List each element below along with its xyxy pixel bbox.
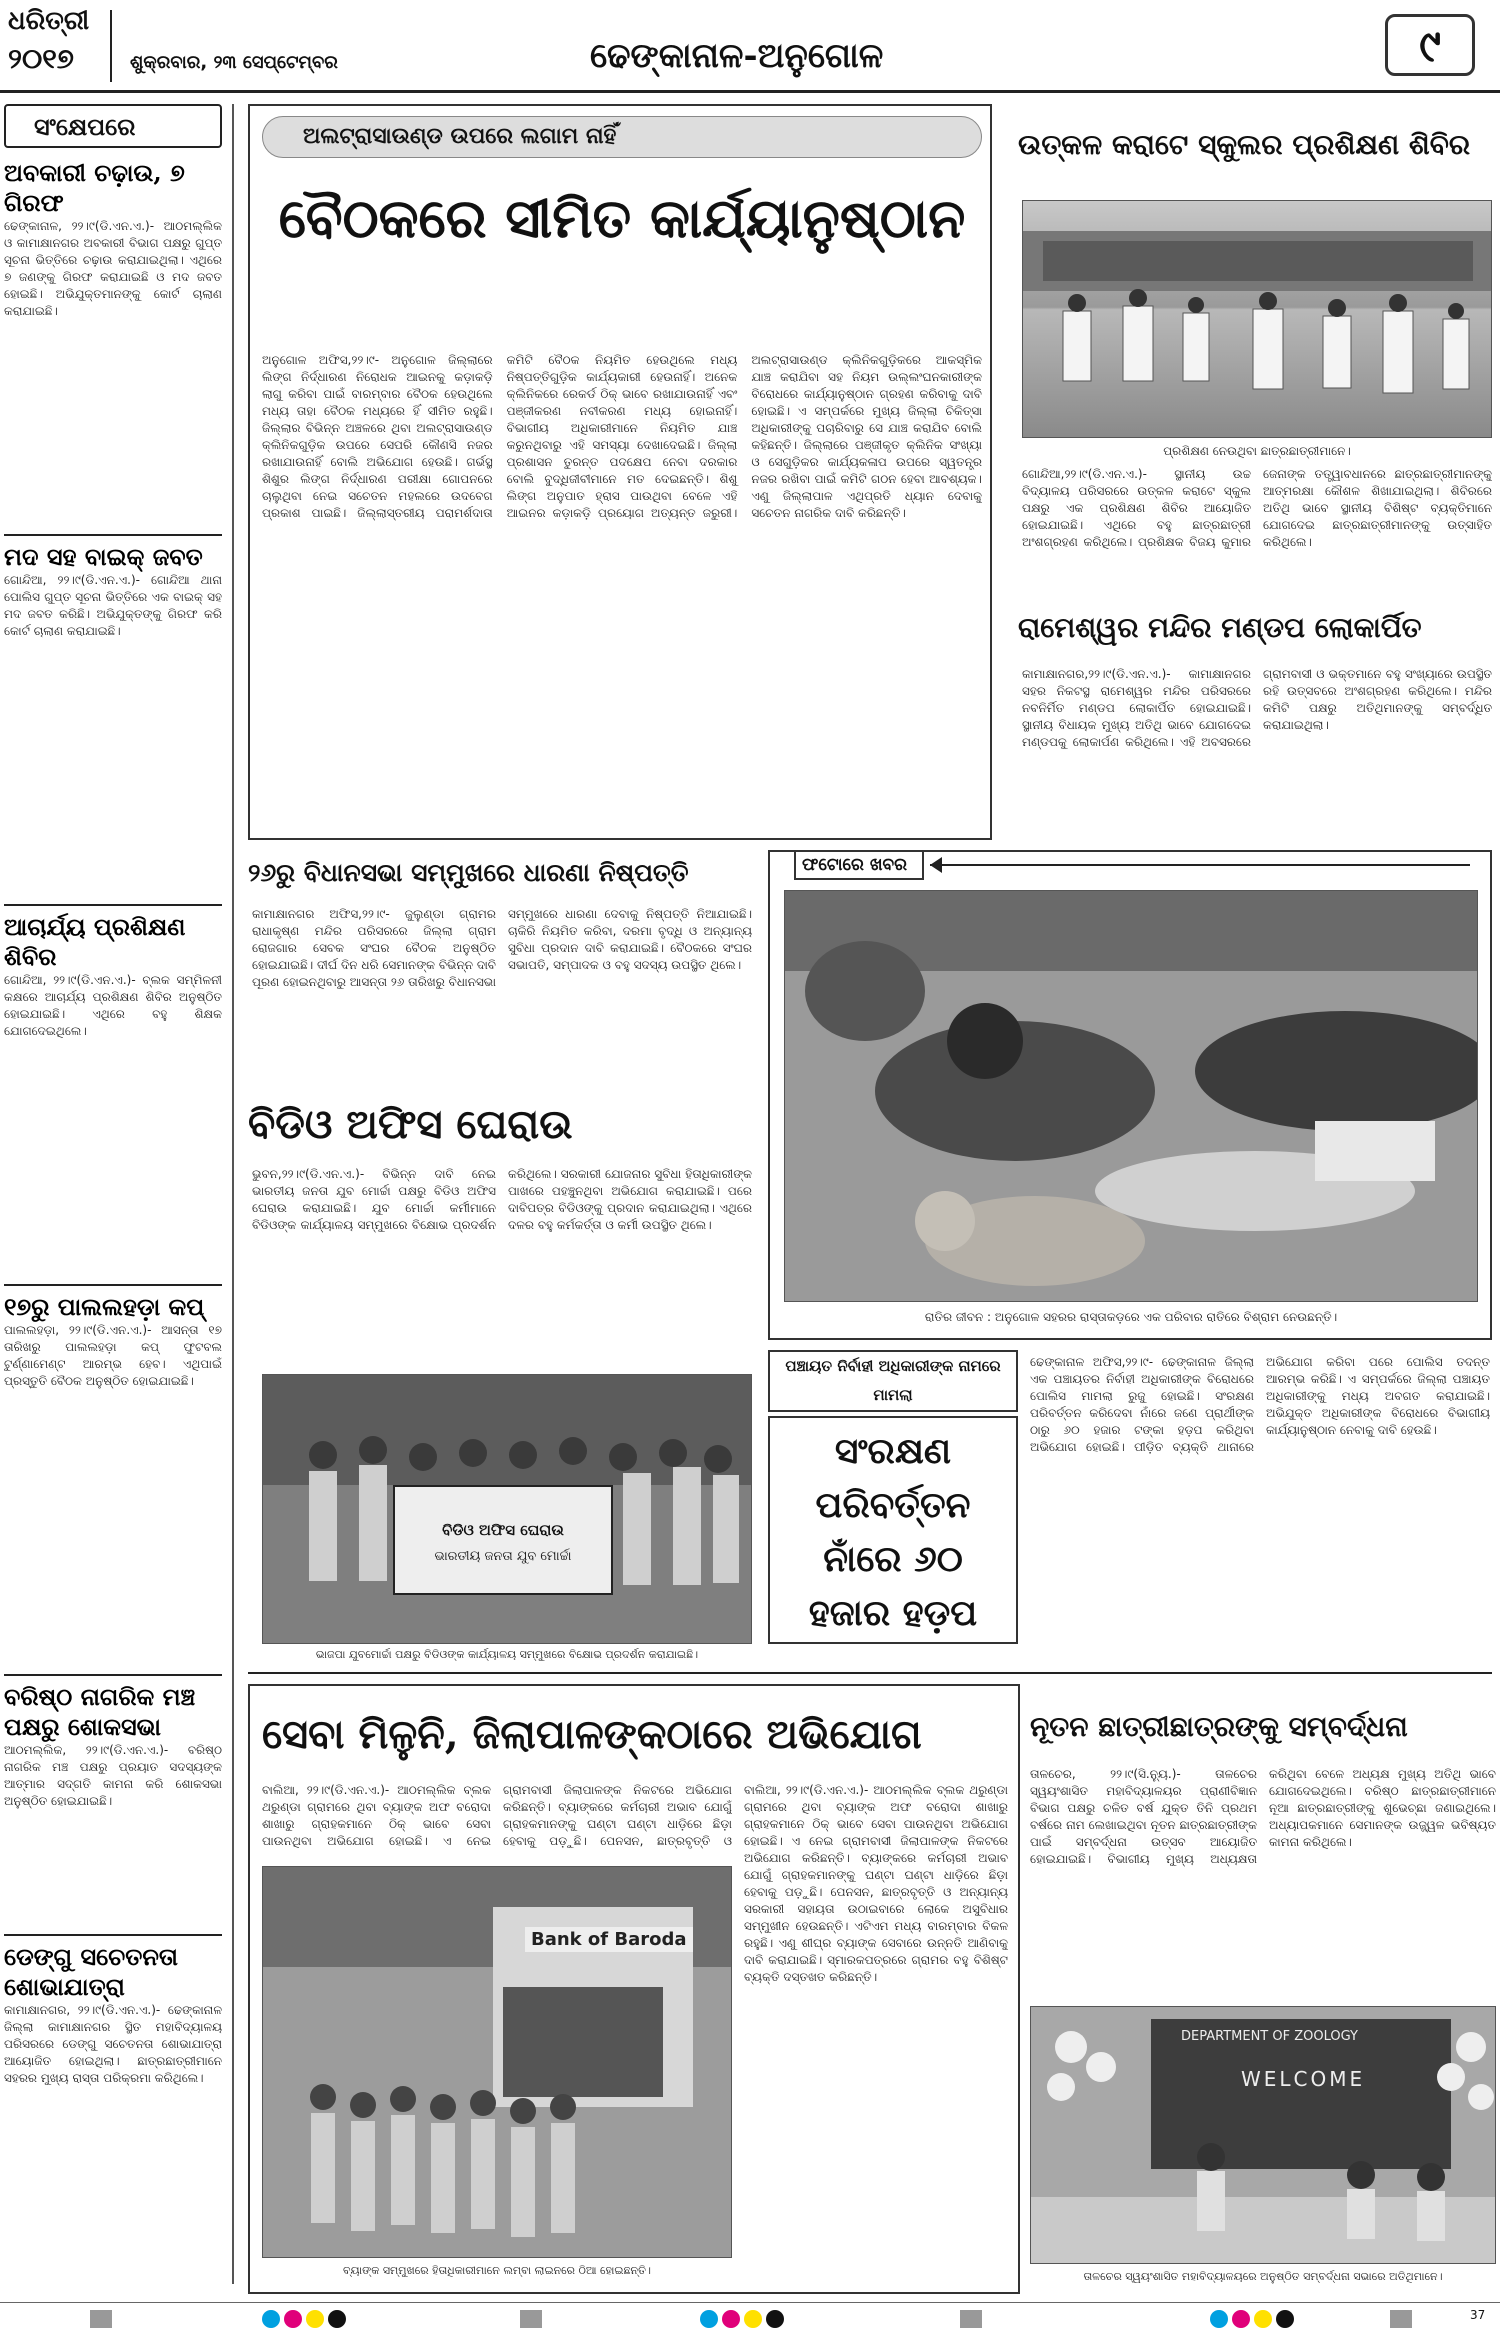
sidebar-item-title: ମଦ ସହ ବାଇକ୍ ଜବତ: [4, 542, 203, 571]
sidebar-item-title: ବରିଷ୍ଠ ନାଗରିକ ମଞ୍ଚ ପକ୍ଷରୁ ଶୋକସଭା: [4, 1682, 196, 1741]
photo-news-image: [784, 890, 1478, 1302]
registration-marks: [700, 2310, 788, 2332]
panchayat-headline-box: [768, 1416, 1018, 1644]
photo-news: [768, 850, 1492, 1340]
bdo-story: [248, 1090, 758, 1420]
bank-sign: Bank of Baroda: [525, 1927, 693, 1952]
photo-news-scene: [785, 891, 1478, 1302]
footer-page-code: 37: [1470, 2308, 1486, 2322]
sidebar-item-title: ଆଚାର୍ଯ୍ୟ ପ୍ରଶିକ୍ଷଣ ଶିବିର: [4, 912, 186, 971]
registration-marks: [262, 2310, 350, 2332]
masthead-section: ଢେଙ୍କାନାଳ-ଅନୁଗୋଳ: [590, 36, 884, 76]
nutana-board-welcome: WELCOME: [1241, 2067, 1366, 2091]
photo-news-label-box: [794, 850, 924, 880]
bdo-body: ଭୁବନ,୨୨।୯(ଡି.ଏନ.ଏ.)- ବିଭିନ୍ନ ଦାବି ନେଇ ଭାରତୀୟ ଜନତା ଯୁବ ମୋର୍ଚ୍ଚା ପକ୍ଷରୁ ବିଡିଓ ଅଫିସ ଘେରାଉ କରାଯାଇଛି। ଯୁବ ମୋର୍ଚ୍ଚା କର୍ମୀମାନେ ବିଡିଓଙ୍କ କାର୍ଯ୍ୟାଳୟ ସମ୍ମୁଖରେ ବିକ୍ଷୋଭ ପ୍ରଦର୍ଶନ କରିଥିଲେ। ସରକାରୀ ଯୋଜନାର ସୁବିଧା ହିତାଧିକାରୀଙ୍କ ପାଖରେ ପହଞ୍ଚୁନଥିବା ଅଭିଯୋଗ କରାଯାଇଛି। ପରେ ଦାବିପତ୍ର ବିଡିଓଙ୍କୁ ପ୍ରଦାନ କରାଯାଇଥିଲା। ଏଥିରେ ଦଳର ବହୁ କର୍ମକର୍ତ୍ତା ଓ କର୍ମୀ ଉପସ୍ଥିତ ଥିଲେ।: [252, 1167, 752, 1232]
bdo-photo: [262, 1374, 752, 1644]
nutana-photo: [1030, 2006, 1496, 2264]
lead-story: [248, 104, 992, 840]
nutana-board-text: DEPARTMENT OF ZOOLOGY: [1181, 2029, 1358, 2044]
arrow-icon: [930, 857, 942, 873]
seba-body-right: ବାଲିଆ, ୨୨।୯(ଡି.ଏନ.ଏ.)- ଆଠମଲ୍ଲିକ ବ୍ଲକ ଥରୁଣ୍ଡା ଗ୍ରାମରେ ଥିବା ବ୍ୟାଙ୍କ ଅଫ ବରୋଦା ଶାଖାରୁ ଗ୍ରାହକମାନେ ଠିକ୍ ଭାବେ ସେବା ପାଉନଥିବା ଅଭିଯୋଗ ହୋଇଛି। ଏ ନେଇ ଗ୍ରାମବାସୀ ଜିଲାପାଳଙ୍କ ନିକଟରେ ଅଭିଯୋଗ କରିଛନ୍ତି। ବ୍ୟାଙ୍କରେ କର୍ମଚାରୀ ଅଭାବ ଯୋଗୁଁ ଗ୍ରାହକମାନଙ୍କୁ ଘଣ୍ଟା ଘଣ୍ଟା ଧାଡ଼ିରେ ଛିଡ଼ା ହେବାକୁ ପଡ଼ୁଛି। ପେନସନ, ଛାତ୍ରବୃତ୍ତି ଓ ଅନ୍ୟାନ୍ୟ ସରକାରୀ ସହାୟତା ଉଠାଇବାରେ ଲୋକେ ଅସୁବିଧାର ସମ୍ମୁଖୀନ ହେଉଛନ୍ତି। ଏଟିଏମ ମଧ୍ୟ ବାରମ୍ବାର ବିକଳ ରହୁଛି। ଏଣୁ ଶୀଘ୍ର ବ୍ୟାଙ୍କ ସେବାରେ ଉନ୍ନତି ଆଣିବାକୁ ଦାବି କରାଯାଇଛି। ସ୍ମାରକପତ୍ରରେ ଗ୍ରାମର ବହୁ ବିଶିଷ୍ଟ ବ୍ୟକ୍ତି ଦସ୍ତଖତ କରିଛନ୍ତି।: [744, 1783, 1008, 1984]
dharana-headline: ୨୬ରୁ ବିଧାନସଭା ସମ୍ମୁଖରେ ଧାରଣା ନିଷ୍ପତ୍ତି: [248, 858, 689, 887]
panchayat-kicker: ପଞ୍ଚାୟତ ନିର୍ବାହୀ ଅଧିକାରୀଙ୍କ ନାମରେ ମାମଲା: [785, 1357, 1001, 1404]
masthead-date: ଶୁକ୍ରବାର, ୨୩ ସେପ୍ଟେମ୍ବର: [130, 52, 338, 73]
masthead-page-number: ୯: [1385, 14, 1475, 76]
print-mark: [90, 2310, 112, 2328]
lead-kicker: ଅଲଟ୍ରାସାଉଣ୍ଡ ଉପରେ ଲଗାମ ନାହିଁ: [303, 123, 617, 149]
seba-body-left: ବାଲିଆ, ୨୨।୯(ଡି.ଏନ.ଏ.)- ଆଠମଲ୍ଲିକ ବ୍ଲକ ଥରୁଣ୍ଡା ଗ୍ରାମରେ ଥିବା ବ୍ୟାଙ୍କ ଅଫ ବରୋଦା ଶାଖାରୁ ଗ୍ରାହକମାନେ ଠିକ୍ ଭାବେ ସେବା ପାଉନଥିବା ଅଭିଯୋଗ ହୋଇଛି। ଏ ନେଇ ଗ୍ରାମବାସୀ ଜିଲାପାଳଙ୍କ ନିକଟରେ ଅଭିଯୋଗ କରିଛନ୍ତି। ବ୍ୟାଙ୍କରେ କର୍ମଚାରୀ ଅଭାବ ଯୋଗୁଁ ଗ୍ରାହକମାନଙ୍କୁ ଘଣ୍ଟା ଘଣ୍ଟା ଧାଡ଼ିରେ ଛିଡ଼ା ହେବାକୁ ପଡ଼ୁଛି। ପେନସନ, ଛାତ୍ରବୃତ୍ତି ଓ: [262, 1783, 732, 1848]
rameswar-body: କାମାକ୍ଷାନଗର,୨୨।୯(ଡି.ଏନ.ଏ.)- କାମାକ୍ଷାନଗର ସହର ନିକଟସ୍ଥ ରାମେଶ୍ୱର ମନ୍ଦିର ପରିସରରେ ନବନିର୍ମିତ ମଣ୍ଡପ ଲୋକାର୍ପିତ ହୋଇଯାଇଛି। ସ୍ଥାନୀୟ ବିଧାୟକ ମୁଖ୍ୟ ଅତିଥି ଭାବେ ଯୋଗଦେଇ ମଣ୍ଡପକୁ ଲୋକାର୍ପଣ କରିଥିଲେ। ଏହି ଅବସରରେ ଗ୍ରାମବାସୀ ଓ ଭକ୍ତମାନେ ବହୁ ସଂଖ୍ୟାରେ ଉପସ୍ଥିତ ରହି ଉତ୍ସବରେ ଅଂଶଗ୍ରହଣ କରିଥିଲେ। ମନ୍ଦିର କମିଟି ପକ୍ଷରୁ ଅତିଥିମାନଙ୍କୁ ସମ୍ବର୍ଦ୍ଧିତ କରାଯାଇଥିଲା।: [1022, 667, 1492, 749]
bdo-banner-text: ବିଡିଓ ଅଫିସ ଘେରାଉ: [442, 1521, 564, 1539]
karate-caption: ପ୍ରଶିକ୍ଷଣ ନେଉଥିବା ଛାତ୍ରଛାତ୍ରୀମାନେ।: [1163, 444, 1351, 458]
nutana-headline: ନୂତନ ଛାତ୍ରୀଛାତ୍ରଙ୍କୁ ସମ୍ବର୍ଦ୍ଧନା: [1030, 1710, 1408, 1743]
dharana-body: କାମାକ୍ଷାନଗର ଅଫିସ,୨୨।୯- ଜୁଲୁଣ୍ଡା ଗ୍ରାମର ରାଧାକୃଷ୍ଣ ମନ୍ଦିର ପରିସରରେ ଜିଲ୍ଲା ଗ୍ରାମ ରୋଜଗାର ସେବକ ସଂଘର ବୈଠକ ଅନୁଷ୍ଠିତ ହୋଇଯାଇଛି। ଦୀର୍ଘ ଦିନ ଧରି ସେମାନଙ୍କ ବିଭିନ୍ନ ଦାବି ପୂରଣ ହୋଇନଥିବାରୁ ଆସନ୍ତା ୨୬ ତାରିଖରୁ ବିଧାନସଭା ସମ୍ମୁଖରେ ଧାରଣା ଦେବାକୁ ନିଷ୍ପତ୍ତି ନିଆଯାଇଛି। ଚାକିରି ନିୟମିତ କରିବା, ଦରମା ବୃଦ୍ଧି ଓ ଅନ୍ୟାନ୍ୟ ସୁବିଧା ପ୍ରଦାନ ଦାବି କରାଯାଇଛି। ବୈଠକରେ ସଂଘର ସଭାପତି, ସମ୍ପାଦକ ଓ ବହୁ ସଦସ୍ୟ ଉପସ୍ଥିତ ଥିଲେ।: [252, 907, 752, 989]
nutana-body: ତାଳଚେର, ୨୨।୯(ସି.ନ୍ୟୁ.)- ତାଳଚେର ସ୍ୱୟଂଶାସିତ ମହାବିଦ୍ୟାଳୟର ପ୍ରାଣୀବିଜ୍ଞାନ ବିଭାଗ ପକ୍ଷରୁ ଚଳିତ ବର୍ଷ ଯୁକ୍ତ ତିନି ପ୍ରଥମ ବର୍ଷରେ ନାମ ଲେଖାଇଥିବା ନୂତନ ଛାତ୍ରଛାତ୍ରୀଙ୍କ ପାଇଁ ସମ୍ବର୍ଦ୍ଧନା ଉତ୍ସବ ଆୟୋଜିତ ହୋଇଯାଇଛି। ବିଭାଗୀୟ ମୁଖ୍ୟ ଅଧ୍ୟକ୍ଷତା କରିଥିବା ବେଳେ ଅଧ୍ୟକ୍ଷ ମୁଖ୍ୟ ଅତିଥି ଭାବେ ଯୋଗଦେଇଥିଲେ। ବରିଷ୍ଠ ଛାତ୍ରଛାତ୍ରୀମାନେ ନୂଆ ଛାତ୍ରଛାତ୍ରୀଙ୍କୁ ଶୁଭେଚ୍ଛା ଜଣାଇଥିଲେ। ଅଧ୍ୟାପକମାନେ ସେମାନଙ୍କ ଉଜ୍ଜ୍ୱଳ ଭବିଷ୍ୟତ କାମନା କରିଥିଲେ।: [1030, 1767, 1496, 1866]
lead-body: ଅନୁଗୋଳ ଅଫିସ,୨୨।୯- ଅନୁଗୋଳ ଜିଲ୍ଲାରେ ଲିଙ୍ଗ ନିର୍ଦ୍ଧାରଣ ନିରୋଧକ ଆଇନକୁ କଡ଼ାକଡ଼ି ଲାଗୁ କରିବା ପାଇଁ ବାରମ୍ବାର ବୈଠକ ହେଉଥିଲେ ମଧ୍ୟ ତାହା ବୈଠକ ମଧ୍ୟରେ ହିଁ ସୀମିତ ରହୁଛି। ଜିଲ୍ଲାର ବିଭିନ୍ନ ଅଞ୍ଚଳରେ ଥିବା ଅଲଟ୍ରାସାଉଣ୍ଡ କ୍ଲିନିକଗୁଡ଼ିକ ଉପରେ ସେପରି କୌଣସି ନଜର ରଖାଯାଉନାହିଁ ବୋଲି ଅଭିଯୋଗ ହେଉଛି। ଗର୍ଭସ୍ଥ ଶିଶୁର ଲିଙ୍ଗ ନିର୍ଦ୍ଧାରଣ ପରୀକ୍ଷା ଗୋପନରେ ଚାଲୁଥିବା ନେଇ ସଚେତନ ମହଲରେ ଉଦବେଗ ପ୍ରକାଶ ପାଇଛି। ଜିଲ୍ଲାସ୍ତରୀୟ ପରାମର୍ଶଦାତା କମିଟି ବୈଠକ ନିୟମିତ ହେଉଥିଲେ ମଧ୍ୟ ନିଷ୍ପତ୍ତିଗୁଡ଼ିକ କାର୍ଯ୍ୟକାରୀ ହେଉନାହିଁ। ଅନେକ କ୍ଲିନିକରେ ରେକର୍ଡ ଠିକ୍ ଭାବେ ରଖାଯାଉନାହିଁ ଏବଂ ପଞ୍ଜୀକରଣ ନବୀକରଣ ମଧ୍ୟ ହୋଇନାହିଁ। ବିଭାଗୀୟ ଅଧିକାରୀମାନେ ନିୟମିତ ଯାଞ୍ଚ କରୁନଥିବାରୁ ଏହି ସମସ୍ୟା ଦେଖାଦେଇଛି। ଜିଲ୍ଲା ପ୍ରଶାସନ ତୁରନ୍ତ ପଦକ୍ଷେପ ନେବା ଦରକାର ବୋଲି ବୁଦ୍ଧିଜୀବୀମାନେ ମତ ଦେଇଛନ୍ତି। ଶିଶୁ ଲିଙ୍ଗ ଅନୁପାତ ହ୍ରାସ ପାଉଥିବା ବେଳେ ଏହି ଆଇନର କଡ଼ାକଡ଼ି ପ୍ରୟୋଗ ଅତ୍ୟନ୍ତ ଜରୁରୀ। ଅଲଟ୍ରାସାଉଣ୍ଡ କ୍ଲିନିକଗୁଡ଼ିକରେ ଆକସ୍ମିକ ଯାଞ୍ଚ କରାଯିବା ସହ ନିୟମ ଉଲ୍ଲଂଘନକାରୀଙ୍କ ବିରୋଧରେ କାର୍ଯ୍ୟାନୁଷ୍ଠାନ ଗ୍ରହଣ କରିବାକୁ ଦାବି ହୋଇଛି। ଏ ସମ୍ପର୍କରେ ମୁଖ୍ୟ ଜିଲ୍ଲା ଚିକିତ୍ସା ଅଧିକାରୀଙ୍କୁ ପଚାରିବାରୁ ସେ ଯାଞ୍ଚ କରାଯିବ ବୋଲି କହିଛନ୍ତି। ଜିଲ୍ଲାରେ ପଞ୍ଜୀକୃତ କ୍ଲିନିକ ସଂଖ୍ୟା ଓ ସେଗୁଡ଼ିକର କାର୍ଯ୍ୟକଳାପ ଉପରେ ସ୍ୱତନ୍ତ୍ର ନଜର ରଖିବା ପାଇଁ କମିଟି ଗଠନ ହେବା ଆବଶ୍ୟକ। ଏଣୁ ଜିଲ୍ଲାପାଳ ଏଥିପ୍ରତି ଧ୍ୟାନ ଦେବାକୁ ସଚେତନ ନାଗରିକ ଦାବି କରିଛନ୍ତି।: [262, 353, 982, 520]
print-mark: [520, 2310, 542, 2328]
footer: [0, 2300, 1500, 2335]
sidebar-item-title: ୧୭ରୁ ପାଲଲହଡ଼ା କପ୍: [4, 1292, 205, 1321]
seba-photo-scene: [263, 1867, 732, 2258]
sidebar-item-body: ଆଠମଲ୍ଲିକ, ୨୨।୯(ଡି.ଏନ.ଏ.)- ବରିଷ୍ଠ ନାଗରିକ ମଞ୍ଚ ପକ୍ଷରୁ ପ୍ରୟାତ ସଦସ୍ୟଙ୍କ ଆତ୍ମାର ସଦ୍ଗତି କାମନା କରି ଶୋକସଭା ଅନୁଷ୍ଠିତ ହୋଇଯାଇଛି।: [4, 1743, 222, 1808]
sidebar: [4, 104, 224, 2294]
nutana-caption: ତାଳଚେର ସ୍ୱୟଂଶାସିତ ମହାବିଦ୍ୟାଳୟରେ ଅନୁଷ୍ଠିତ ସମ୍ବର୍ଦ୍ଧନା ସଭାରେ ଅତିଥିମାନେ।: [1083, 2270, 1443, 2283]
bdo-banner-org: ଭାରତୀୟ ଜନତା ଯୁବ ମୋର୍ଚ୍ଚା: [434, 1549, 572, 1564]
seba-caption: ବ୍ୟାଙ୍କ ସମ୍ମୁଖରେ ହିତାଧିକାରୀମାନେ ଲମ୍ବା ଲାଇନରେ ଠିଆ ହୋଇଛନ୍ତି।: [343, 2264, 651, 2277]
sidebar-item: [4, 1934, 222, 2282]
masthead-year: ୨୦୧୭: [8, 42, 74, 75]
bdo-caption: ଭାଜପା ଯୁବମୋର୍ଚ୍ଚା ପକ୍ଷରୁ ବିଡିଓଙ୍କ କାର୍ଯ୍ୟାଳୟ ସମ୍ମୁଖରେ ବିକ୍ଷୋଭ ପ୍ରଦର୍ଶନ କରାଯାଇଛି।: [315, 1648, 699, 1661]
lead-kicker-box: [262, 116, 982, 158]
sidebar-item-body: ପାଲଲହଡ଼ା, ୨୨।୯(ଡି.ଏନ.ଏ.)- ଆସନ୍ତା ୧୭ ତାରିଖରୁ ପାଲଲହଡ଼ା କପ୍ ଫୁଟବଲ ଟୁର୍ଣ୍ଣାମେଣ୍ଟ ଆରମ୍ଭ ହେବ। ଏଥିପାଇଁ ପ୍ରସ୍ତୁତି ବୈଠକ ଅନୁଷ୍ଠିତ ହୋଇଯାଇଛି।: [4, 1323, 222, 1388]
dharana-story: [248, 850, 758, 1090]
sidebar-item: [4, 904, 222, 1312]
panchayat-body: ଢେଙ୍କାନାଳ ଅଫିସ,୨୨।୯- ଢେଙ୍କାନାଳ ଜିଲ୍ଲା ଏକ ପଞ୍ଚାୟତର ନିର୍ବାହୀ ଅଧିକାରୀଙ୍କ ବିରୋଧରେ ପୋଲିସ ମାମଲା ରୁଜୁ ହୋଇଛି। ସଂରକ୍ଷଣ ପରିବର୍ତ୍ତନ କରିଦେବା ନାଁରେ ଜଣେ ପ୍ରାର୍ଥୀଙ୍କ ଠାରୁ ୬୦ ହଜାର ଟଙ୍କା ହଡ଼ପ କରିଥିବା ଅଭିଯୋଗ ହୋଇଛି। ପୀଡ଼ିତ ବ୍ୟକ୍ତି ଥାନାରେ ଅଭିଯୋଗ କରିବା ପରେ ପୋଲିସ ତଦନ୍ତ ଆରମ୍ଭ କରିଛି। ଏ ସମ୍ପର୍କରେ ଜିଲ୍ଲା ପଞ୍ଚାୟତ ଅଧିକାରୀଙ୍କୁ ମଧ୍ୟ ଅବଗତ କରାଯାଇଛି। ଅଭିଯୁକ୍ତ ଅଧିକାରୀଙ୍କ ବିରୋଧରେ ବିଭାଗୀୟ କାର୍ଯ୍ୟାନୁଷ୍ଠାନ ନେବାକୁ ଦାବି ହେଉଛି।: [1030, 1355, 1490, 1454]
registration-marks: [1210, 2310, 1298, 2332]
sidebar-item: [4, 158, 222, 548]
rameswar-story: [1018, 600, 1496, 850]
seba-photo: [262, 1866, 732, 2258]
rameswar-headline: ରାମେଶ୍ୱର ମନ୍ଦିର ମଣ୍ଡପ ଲୋକାର୍ପିତ: [1018, 611, 1422, 644]
sidebar-item-body: ଗୋନ୍ଦିଆ, ୨୨।୯(ଡି.ଏନ.ଏ.)- ଗୋନ୍ଦିଆ ଥାନା ପୋଲିସ ଗୁପ୍ତ ସୂଚନା ଭିତ୍ତିରେ ଏକ ବାଇକ୍ ସହ ମଦ ଜବତ କରିଛି। ଅଭିଯୁକ୍ତଙ୍କୁ ଗିରଫ କରି କୋର୍ଟ ଚାଲାଣ କରାଯାଇଛି।: [4, 573, 222, 638]
masthead-logo: ଧରିତ୍ରୀ: [8, 6, 90, 36]
karate-photo: [1022, 200, 1492, 438]
sidebar-item: [4, 534, 222, 872]
masthead: [0, 0, 1500, 92]
sidebar-item: [4, 1284, 222, 1652]
photo-news-caption: ରାତିର ଜୀବନ : ଅନୁଗୋଳ ସହରର ରାସ୍ତାକଡ଼ରେ ଏକ ପରିବାର ରାତିରେ ବିଶ୍ରାମ ନେଉଛନ୍ତି।: [924, 1310, 1338, 1324]
karate-headline: ଉତ୍କଳ କରାଟେ ସ୍କୁଲର ପ୍ରଶିକ୍ଷଣ ଶିବିର: [1018, 128, 1471, 161]
seba-headline: ସେବା ମିଳୁନି, ଜିଲାପାଳଙ୍କଠାରେ ଅଭିଯୋଗ: [262, 1711, 922, 1758]
photo-news-label: ଫଟୋରେ ଖବର: [802, 855, 908, 875]
karate-photo-figures: [1023, 201, 1492, 438]
bdo-headline: ବିଡିଓ ଅଫିସ ଘେରାଉ: [248, 1101, 573, 1148]
panchayat-headline: ସଂରକ୍ଷଣ ପରିବର୍ତ୍ତନ ନାଁରେ ୬୦ ହଜାର ହଡ଼ପ: [808, 1430, 978, 1634]
lead-headline: ବୈଠକରେ ସୀମିତ କାର୍ଯ୍ୟାନୁଷ୍ଠାନ: [278, 186, 966, 250]
print-mark: [1390, 2310, 1412, 2328]
bdo-banner: [393, 1485, 613, 1595]
sidebar-item-title: ଅବକାରୀ ଚଢ଼ାଉ, ୭ ଗିରଫ: [4, 158, 185, 217]
sidebar-item-body: ଗୋନ୍ଦିଆ, ୨୨।୯(ଡି.ଏନ.ଏ.)- ବ୍ଲକ ସମ୍ମିଳନୀ କକ୍ଷରେ ଆଚାର୍ଯ୍ୟ ପ୍ରଶିକ୍ଷଣ ଶିବିର ଅନୁଷ୍ଠିତ ହୋଇଯାଇଛି। ଏଥିରେ ବହୁ ଶିକ୍ଷକ ଯୋଗଦେଇଥିଲେ।: [4, 973, 222, 1038]
karate-story: [1018, 104, 1496, 594]
sidebar-item-body: ଢେଙ୍କାନାଳ, ୨୨।୯(ଡି.ଏନ.ଏ.)- ଆଠମଲ୍ଲିକ ଓ କାମାକ୍ଷାନଗର ଅବକାରୀ ବିଭାଗ ପକ୍ଷରୁ ଗୁପ୍ତ ସୂଚନା ଭିତ୍ତିରେ ଚଢ଼ାଉ କରାଯାଇଥିଲା। ଏଥିରେ ୭ ଜଣଙ୍କୁ ଗିରଫ କରାଯାଇଛି ଓ ମଦ ଜବତ ହୋଇଛି। ଅଭିଯୁକ୍ତମାନଙ୍କୁ କୋର୍ଟ ଚାଲାଣ କରାଯାଇଛି।: [4, 219, 222, 318]
sidebar-label: ସଂକ୍ଷେପରେ: [34, 112, 136, 141]
sidebar-item-title: ଡେଙ୍ଗୁ ସଚେତନତା ଶୋଭାଯାତ୍ରା: [4, 1942, 178, 2001]
karate-body: ଗୋନ୍ଦିଆ,୨୨।୯(ଡି.ଏନ.ଏ.)- ସ୍ଥାନୀୟ ଉଚ୍ଚ ବିଦ୍ୟାଳୟ ପରିସରରେ ଉତ୍କଳ କରାଟେ ସ୍କୁଲ ପକ୍ଷରୁ ଏକ ପ୍ରଶିକ୍ଷଣ ଶିବିର ଆୟୋଜିତ ହୋଇଯାଇଛି। ଏଥିରେ ବହୁ ଛାତ୍ରଛାତ୍ରୀ ଅଂଶଗ୍ରହଣ କରିଥିଲେ। ପ୍ରଶିକ୍ଷକ ବିଜୟ କୁମାର ଜେନାଙ୍କ ତତ୍ତ୍ୱାବଧାନରେ ଛାତ୍ରଛାତ୍ରୀମାନଙ୍କୁ ଆତ୍ମରକ୍ଷା କୌଶଳ ଶିଖାଯାଇଥିଲା। ଶିବିରରେ ଅତିଥି ଭାବେ ସ୍ଥାନୀୟ ବିଶିଷ୍ଟ ବ୍ୟକ୍ତିମାନେ ଯୋଗଦେଇ ଛାତ୍ରଛାତ୍ରୀମାନଙ୍କୁ ଉତ୍ସାହିତ କରିଥିଲେ।: [1022, 467, 1492, 549]
nutana-story: [1030, 1684, 1496, 2294]
sidebar-item-body: କାମାକ୍ଷାନଗର, ୨୨।୯(ଡି.ଏନ.ଏ.)- ଢେଙ୍କାନାଳ ଜିଲ୍ଲା କାମାକ୍ଷାନଗର ସ୍ଥିତ ମହାବିଦ୍ୟାଳୟ ପରିସରରେ ଡେଙ୍ଗୁ ସଚେତନତା ଶୋଭାଯାତ୍ରା ଆୟୋଜିତ ହୋଇଥିଲା। ଛାତ୍ରଛାତ୍ରୀମାନେ ସହରର ମୁଖ୍ୟ ରାସ୍ତା ପରିକ୍ରମା କରିଥିଲେ।: [4, 2003, 222, 2085]
print-mark: [960, 2310, 982, 2328]
sidebar-label-box: [4, 104, 222, 148]
nutana-photo-scene: [1031, 2007, 1496, 2264]
sidebar-item: [4, 1674, 222, 1922]
seba-story: [248, 1684, 1020, 2294]
panchayat-story: [768, 1350, 1492, 1650]
panchayat-kicker-box: [768, 1350, 1018, 1412]
